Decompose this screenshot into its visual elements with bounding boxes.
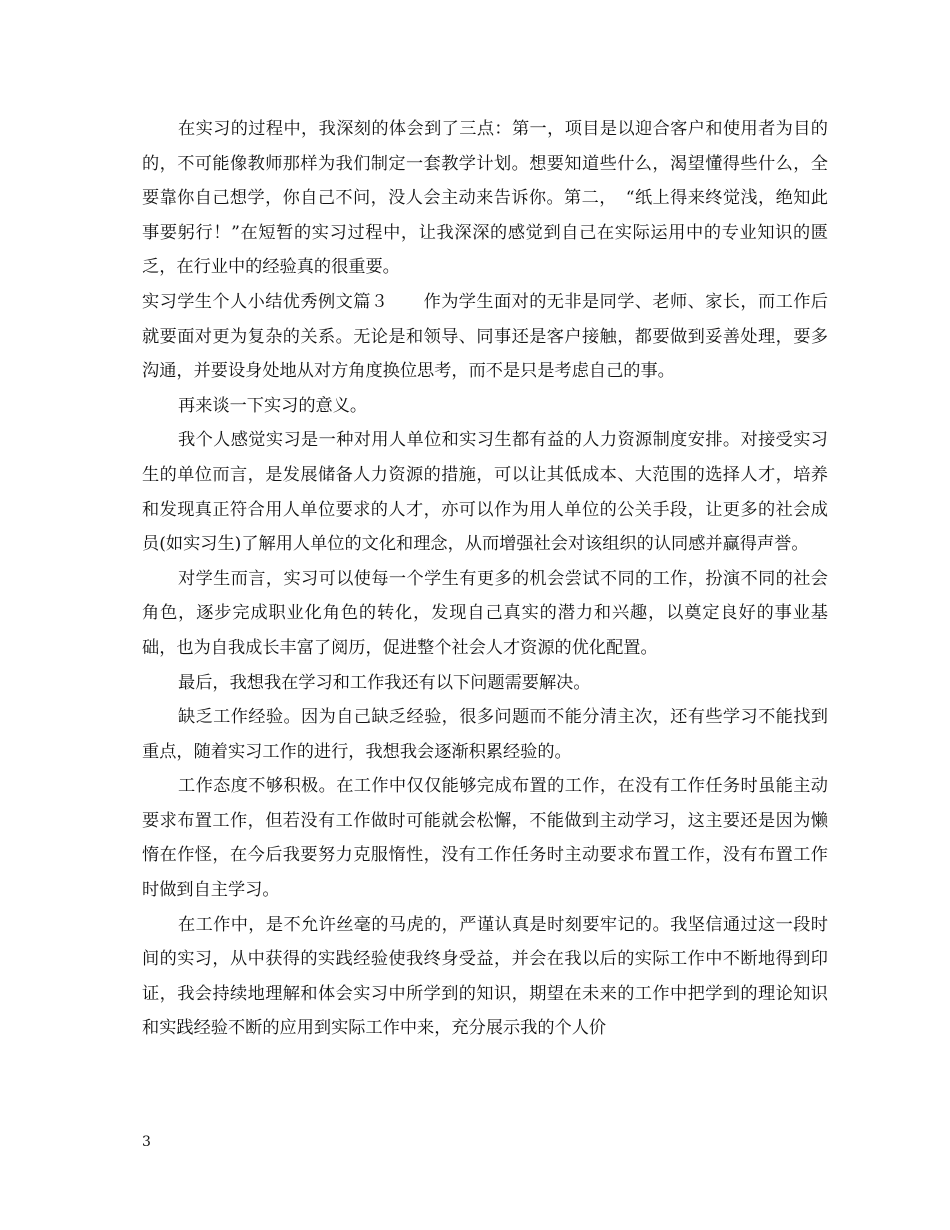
paragraph-meaning-intro: 再来谈一下实习的意义。 (178, 395, 368, 416)
paragraph-conclusion: 在工作中，是不允许丝毫的马虎的，严谨认真是时刻要牢记的。我坚信通过这一段时间的实习，从中获得的实践经验使我终身受益，并会在我以后的实际工作中不断地得到印证，我会持续地理解和体会实习中所学到的知识，期望在未来的工作中把学到的理论知识和实践经验不断的应用到实际工作中来，充分展示我的个人价 (142, 914, 828, 1039)
paragraph-work-attitude: 工作态度不够积极。在工作中仅仅能够完成布置的工作，在没有工作任务时虽能主动要求布置工作，但若没有工作做时可能就会松懈，不能做到主动学习，这主要还是因为懒惰在作怪，在今后我要努力克服惰性，没有工作任务时主动要求布置工作，没有布置工作时做到自主学习。 (142, 776, 828, 901)
page-number: 3 (142, 1134, 151, 1150)
paragraph-student-benefit: 对学生而言，实习可以使每一个学生有更多的机会尝试不同的工作，扮演不同的社会角色，逐步完成职业化角色的转化，发现自己真实的潜力和兴趣，以奠定良好的事业基础，也为自我成长丰富了阅历，促进整个社会人才资源的优化配置。 (142, 568, 828, 658)
paragraph-experience-points: 在实习的过程中，我深刻的体会到了三点：第一，项目是以迎合客户和使用者为目的的，不可能像教师那样为我们制定一套教学计划。想要知道些什么，渴望懂得些什么，全要靠你自己想学，你自己不问，没人会主动来告诉你。第二， “纸上得来终觉浅，绝知此事要躬行！”在短暂的实习过程中，让我深深的感觉到自己在实际运用中的专业知识的匮乏，在行业中的经验真的很重要。 (142, 119, 828, 278)
paragraph-problems-intro: 最后，我想我在学习和工作我还有以下问题需要解决。 (178, 672, 591, 693)
document-body (142, 112, 828, 1046)
paragraph-example-3: 实习学生个人小结优秀例文篇３ 作为学生面对的无非是同学、老师、家长，而工作后就要面对更为复杂的关系。无论是和领导、同事还是客户接触，都要做到妥善处理，要多沟通，并要设身处地从对方角度换位思考，而不是只是考虑自己的事。 (142, 291, 828, 382)
paragraph-lack-experience: 缺乏工作经验。因为自己缺乏经验，很多问题而不能分清主次，还有些学习不能找到重点，随着实习工作的进行，我想我会逐渐积累经验的。 (142, 707, 828, 762)
paragraph-employer-benefit: 我个人感觉实习是一种对用人单位和实习生都有益的人力资源制度安排。对接受实习生的单位而言，是发展储备人力资源的措施，可以让其低成本、大范围的选择人才，培养和发现真正符合用人单位要求的人才，亦可以作为用人单位的公关手段，让更多的社会成员(如实习生)了解用人单位的文化和理念，从而增强社会对该组织的认同感并赢得声誉。 (142, 430, 828, 555)
